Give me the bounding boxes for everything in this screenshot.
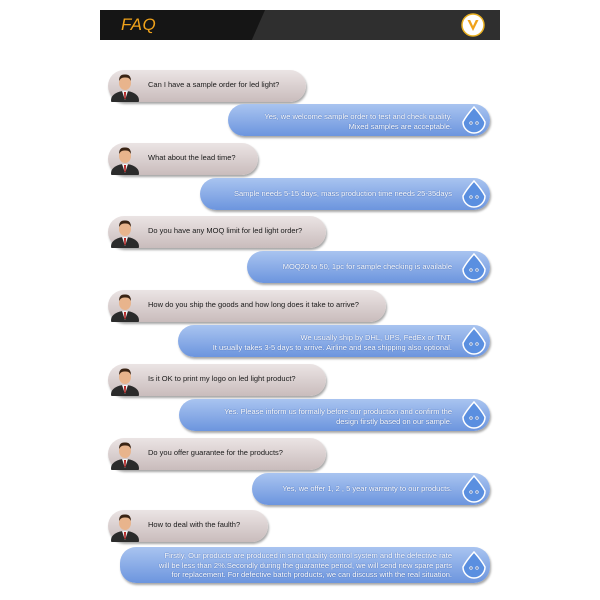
answer-bubble — [120, 547, 490, 583]
answer-text — [282, 484, 452, 494]
businessman-avatar-icon — [110, 438, 140, 470]
faq-answer-row — [0, 399, 600, 433]
answer-line: for replacement. For defective batch products, we can discuss with the real situation. — [171, 570, 452, 579]
faq-question-row — [0, 216, 600, 250]
faq-question-row — [0, 510, 600, 544]
answer-line: Sample needs 5-15 days, mass production time needs 25-35days — [233, 189, 452, 198]
water-drop-avatar-icon — [460, 178, 488, 210]
answer-bubble — [200, 178, 490, 210]
answer-line: It usually takes 3-5 days to arrive. Airline and sea shipping also optional. — [212, 342, 452, 352]
question-bubble — [108, 438, 326, 470]
faq-question-row — [0, 290, 600, 324]
faq-answer-row — [0, 325, 600, 359]
answer-line: design firstly based on our sample. — [336, 416, 452, 426]
answer-text — [234, 189, 452, 199]
question-bubble — [108, 364, 326, 396]
question-text: How to deal with the faulth? — [148, 520, 241, 529]
businessman-avatar-icon — [110, 364, 140, 396]
water-drop-avatar-icon — [460, 549, 488, 581]
water-drop-avatar-icon — [460, 399, 488, 431]
water-drop-avatar-icon — [460, 104, 488, 136]
question-bubble — [108, 216, 326, 248]
answer-text — [264, 112, 452, 131]
faq-question-row — [0, 438, 600, 472]
businessman-avatar-icon — [110, 70, 140, 102]
answer-line: Firstly, Our products are produced in strict quality control system and the defective rate — [164, 551, 452, 560]
answer-text — [224, 407, 452, 426]
businessman-avatar-icon — [110, 216, 140, 248]
answer-bubble — [178, 325, 490, 357]
faq-answer-row — [0, 104, 600, 138]
faq-answer-row — [0, 178, 600, 212]
answer-line: Yes. Please inform us formally before our production and confirm the — [224, 407, 452, 416]
v-logo-icon — [461, 13, 485, 37]
faq-answer-row — [0, 473, 600, 507]
page-title: FAQ — [121, 15, 157, 34]
answer-line: Yes, we welcome sample order to test and check quality. — [264, 112, 452, 121]
businessman-avatar-icon — [110, 143, 140, 175]
answer-text — [159, 551, 452, 580]
faq-answer-row — [0, 547, 600, 581]
faq-question-row — [0, 70, 600, 104]
answer-line: will be less than 2%.Secondly during the guarantee period, we will send new spare parts — [158, 560, 452, 570]
question-text: Is it OK to print my logo on led light product? — [148, 374, 296, 383]
answer-line: MOQ20 to 50, 1pc for sample checking is available — [282, 262, 452, 271]
answer-text — [213, 333, 452, 352]
answer-text — [283, 262, 452, 272]
question-text: Do you have any MOQ limit for led light order? — [148, 226, 303, 235]
answer-bubble — [179, 399, 490, 431]
question-bubble — [108, 290, 386, 322]
faq-answer-row — [0, 251, 600, 285]
question-text: Can I have a sample order for led light? — [148, 80, 280, 89]
answer-line: Yes, we offer 1, 2 , 5 year warranty to our products. — [282, 484, 452, 493]
answer-bubble — [252, 473, 490, 505]
water-drop-avatar-icon — [460, 325, 488, 357]
question-text: What about the lead time? — [148, 153, 236, 162]
businessman-avatar-icon — [110, 290, 140, 322]
faq-question-row — [0, 143, 600, 177]
question-text: Do you offer guarantee for the products? — [148, 448, 283, 457]
water-drop-avatar-icon — [460, 251, 488, 283]
faq-question-row — [0, 364, 600, 398]
water-drop-avatar-icon — [460, 473, 488, 505]
businessman-avatar-icon — [110, 510, 140, 542]
answer-line: Mixed samples are acceptable. — [348, 121, 452, 131]
faq-header — [100, 10, 500, 40]
answer-line: We usually ship by DHL, UPS, FedEx or TNT. — [300, 333, 452, 342]
answer-bubble — [228, 104, 490, 136]
answer-bubble — [247, 251, 490, 283]
question-text: How do you ship the goods and how long does it take to arrive? — [148, 300, 359, 309]
